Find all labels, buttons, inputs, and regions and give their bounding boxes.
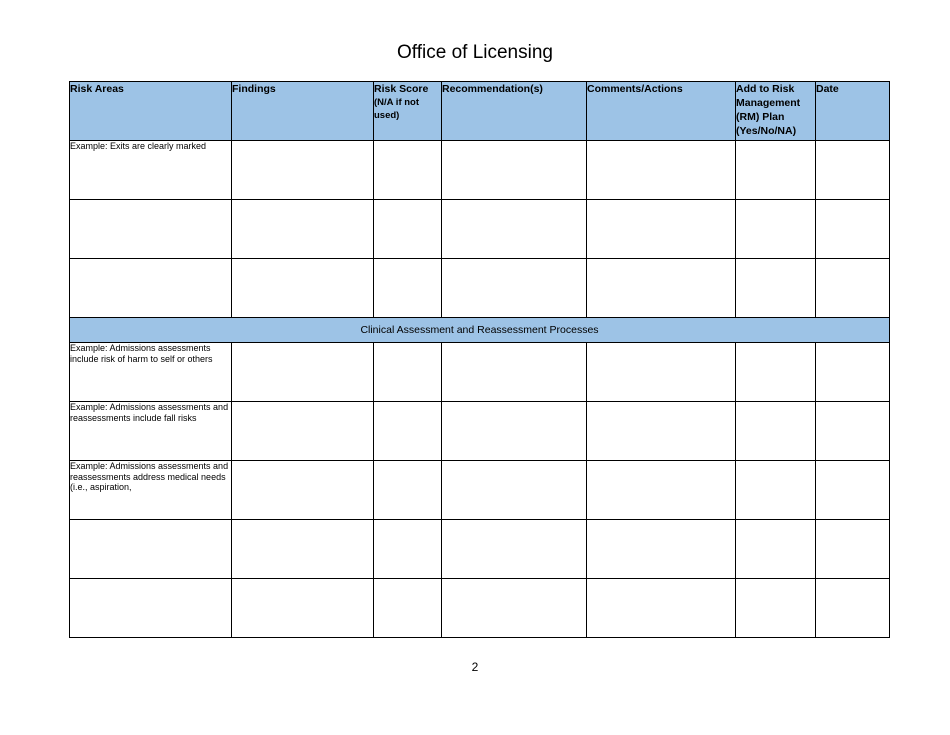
findings-cell[interactable]	[232, 343, 374, 402]
risk-score-cell[interactable]	[374, 461, 442, 520]
header-add-to-rm-plan: Add to Risk Management (RM) Plan (Yes/No/NA)	[736, 82, 816, 141]
rm-plan-cell[interactable]	[736, 402, 816, 461]
risk-area-cell[interactable]	[70, 259, 232, 318]
risk-score-cell[interactable]	[374, 141, 442, 200]
comments-cell[interactable]	[587, 259, 736, 318]
risk-area-cell[interactable]	[70, 579, 232, 638]
date-cell[interactable]	[816, 200, 890, 259]
findings-cell[interactable]	[232, 259, 374, 318]
rm-plan-cell[interactable]	[736, 520, 816, 579]
findings-cell[interactable]	[232, 520, 374, 579]
rm-plan-cell[interactable]	[736, 579, 816, 638]
risk-score-cell[interactable]	[374, 343, 442, 402]
section-title: Clinical Assessment and Reassessment Processes	[70, 318, 890, 343]
date-cell[interactable]	[816, 343, 890, 402]
recommendation-cell[interactable]	[442, 141, 587, 200]
comments-cell[interactable]	[587, 200, 736, 259]
header-recommendations: Recommendation(s)	[442, 82, 587, 141]
risk-area-cell[interactable]: Example: Admissions assessments and reassessments include fall risks	[70, 402, 232, 461]
rm-plan-cell[interactable]	[736, 141, 816, 200]
findings-cell[interactable]	[232, 141, 374, 200]
table-row	[70, 520, 890, 579]
header-findings: Findings	[232, 82, 374, 141]
page-title: Office of Licensing	[397, 42, 553, 63]
comments-cell[interactable]	[587, 520, 736, 579]
header-risk-score-note: (N/A if not used)	[374, 97, 420, 121]
risk-assessment-table	[69, 81, 890, 638]
risk-area-cell[interactable]	[70, 200, 232, 259]
risk-area-cell[interactable]: Example: Exits are clearly marked	[70, 141, 232, 200]
date-cell[interactable]	[816, 259, 890, 318]
recommendation-cell[interactable]	[442, 200, 587, 259]
header-risk-areas: Risk Areas	[70, 82, 232, 141]
header-comments-actions: Comments/Actions	[587, 82, 736, 141]
risk-score-cell[interactable]	[374, 579, 442, 638]
section-header-row	[70, 318, 890, 343]
risk-score-cell[interactable]	[374, 200, 442, 259]
table-header-row	[70, 82, 890, 141]
rm-plan-cell[interactable]	[736, 259, 816, 318]
table-row	[70, 141, 890, 200]
recommendation-cell[interactable]	[442, 579, 587, 638]
date-cell[interactable]	[816, 461, 890, 520]
date-cell[interactable]	[816, 402, 890, 461]
rm-plan-cell[interactable]	[736, 343, 816, 402]
risk-score-cell[interactable]	[374, 402, 442, 461]
table-row	[70, 461, 890, 520]
risk-area-cell[interactable]	[70, 520, 232, 579]
recommendation-cell[interactable]	[442, 343, 587, 402]
findings-cell[interactable]	[232, 200, 374, 259]
recommendation-cell[interactable]	[442, 461, 587, 520]
risk-area-cell[interactable]: Example: Admissions assessments and reassessments address medical needs (i.e., aspiration,	[70, 461, 232, 520]
date-cell[interactable]	[816, 520, 890, 579]
header-date: Date	[816, 82, 890, 141]
findings-cell[interactable]	[232, 579, 374, 638]
page-number: 2	[471, 660, 479, 674]
comments-cell[interactable]	[587, 343, 736, 402]
rm-plan-cell[interactable]	[736, 461, 816, 520]
risk-score-cell[interactable]	[374, 520, 442, 579]
recommendation-cell[interactable]	[442, 520, 587, 579]
comments-cell[interactable]	[587, 461, 736, 520]
comments-cell[interactable]	[587, 579, 736, 638]
comments-cell[interactable]	[587, 141, 736, 200]
table-row	[70, 402, 890, 461]
recommendation-cell[interactable]	[442, 402, 587, 461]
rm-plan-cell[interactable]	[736, 200, 816, 259]
table-row	[70, 579, 890, 638]
header-risk-score: Risk Score (N/A if not used)	[374, 82, 442, 141]
table-row	[70, 343, 890, 402]
date-cell[interactable]	[816, 579, 890, 638]
risk-score-cell[interactable]	[374, 259, 442, 318]
findings-cell[interactable]	[232, 402, 374, 461]
risk-area-cell[interactable]: Example: Admissions assessments include risk of harm to self or others	[70, 343, 232, 402]
recommendation-cell[interactable]	[442, 259, 587, 318]
comments-cell[interactable]	[587, 402, 736, 461]
date-cell[interactable]	[816, 141, 890, 200]
table-row	[70, 259, 890, 318]
table-row	[70, 200, 890, 259]
findings-cell[interactable]	[232, 461, 374, 520]
